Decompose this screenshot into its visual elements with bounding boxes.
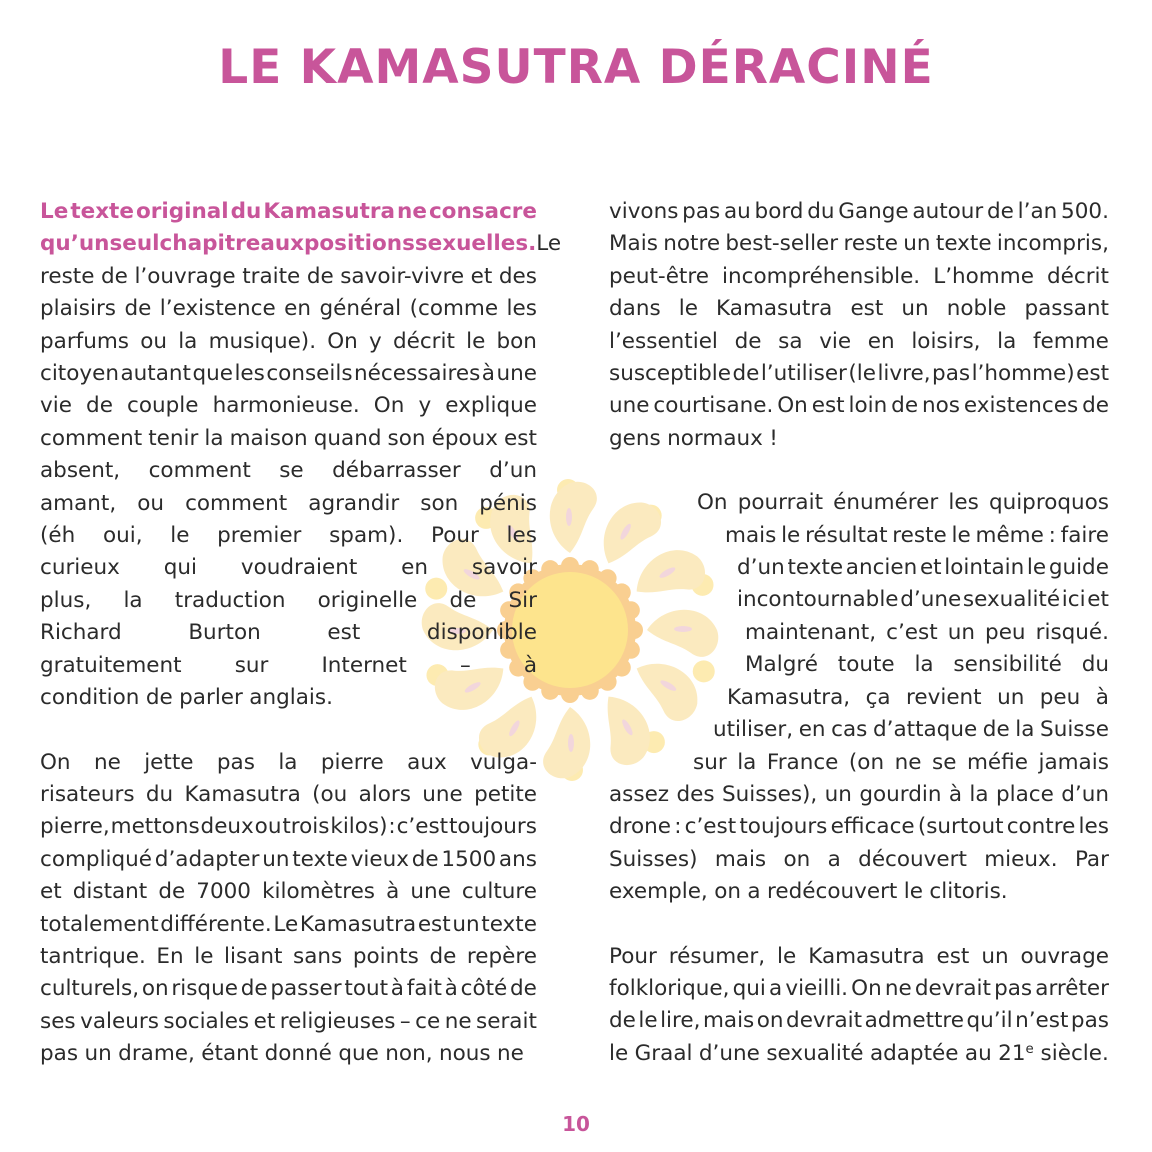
- text-line: parfums ou la musique). On y décrit le bon: [40, 328, 537, 354]
- text-line: citoyen autant que les conseils nécessaires à une: [40, 361, 537, 387]
- text-line: folklorique, qui a vieilli. On ne devrait pas arrêter: [609, 975, 1109, 1001]
- text-line: ses valeurs sociales et religieuses – ce ne serait: [40, 1008, 537, 1034]
- text-line: amant, ou comment agrandir son pénis: [40, 490, 537, 516]
- text-line: plaisirs de l’existence en général (comme les: [40, 296, 537, 322]
- text-line: pierre, mettons deux ou trois kilos) : c’est toujours: [40, 814, 537, 840]
- paragraph: [609, 196, 1109, 455]
- text-line: gratuitement sur Internet – à: [40, 652, 537, 678]
- text-line: curieux qui voudraient en savoir: [40, 555, 537, 581]
- text-line: Pour résumer, le Kamasutra est un ouvrage: [609, 943, 1109, 969]
- text-line: vivons pas au bord du Gange autour de l’an 500.: [609, 199, 1109, 224]
- text-line: vie de couple harmonieuse. On y explique: [40, 393, 537, 419]
- text-line: mais le résultat reste le même : faire: [725, 522, 1109, 548]
- left-column: [40, 196, 562, 1071]
- text-line: exemple, on a redécouvert le clitoris.: [609, 879, 1008, 905]
- text-line: (éh oui, le premier spam). Pour les: [40, 523, 537, 549]
- text-line: incontournable d’une sexualité ici et: [737, 587, 1109, 613]
- text-line: une courtisane. On est loin de nos existences de: [609, 393, 1109, 419]
- line-ending: siècle.: [1033, 1040, 1109, 1066]
- text-line: et distant de 7000 kilomètres à une culture: [40, 879, 537, 905]
- text-line: Mais notre best-seller reste un texte incompris,: [609, 231, 1109, 257]
- text-line: pas un drame, étant donné que non, nous ne: [40, 1041, 524, 1067]
- text-line: Malgré toute la sensibilité du: [745, 652, 1109, 678]
- paragraph: [609, 941, 1109, 1074]
- text-line: l’essentiel de sa vie en loisirs, la femme: [609, 328, 1109, 354]
- text-line: plus, la traduction originelle de Sir: [40, 587, 537, 613]
- text-line: d’un texte ancien et lointain le guide: [737, 555, 1109, 581]
- text-line: comment tenir la maison quand son époux est: [40, 425, 537, 451]
- text-line: totalement différente. Le Kamasutra est un texte: [40, 911, 537, 937]
- text-line: condition de parler anglais.: [40, 685, 333, 711]
- superscript: e: [1025, 1042, 1034, 1058]
- text-line: absent, comment se débarrasser d’un: [40, 458, 537, 484]
- text-line: assez des Suisses), un gourdin à la place d’un: [609, 781, 1109, 807]
- text-line: le Graal d’une sexualité adaptée au 21e siècle.: [609, 1040, 1109, 1066]
- paragraph: [609, 487, 1109, 908]
- text-line: drone : c’est toujours efficace (surtout contre les: [609, 814, 1109, 840]
- text-line: culturels, on risque de passer tout à fait à côté de: [40, 976, 537, 1002]
- paragraph: [40, 747, 537, 1071]
- text-line: Kamasutra, ça revient un peu à: [727, 684, 1109, 710]
- page-title: LE KAMASUTRA DÉRACINÉ: [218, 40, 934, 95]
- text-line: utiliser, en cas d’attaque de la Suisse: [713, 717, 1109, 743]
- text-line: compliqué d’adapter un texte vieux de 1500 ans: [40, 846, 537, 872]
- right-column: [609, 196, 1109, 1073]
- text-line: risateurs du Kamasutra (ou alors une petite: [40, 781, 537, 807]
- text-line: tantrique. En le lisant sans points de repère: [40, 943, 537, 969]
- text-line: qu’un seul chapitre aux positions sexuelles. Le: [40, 231, 562, 257]
- ornament-petal: [543, 707, 590, 778]
- text-line: On pourrait énumérer les quiproquos: [697, 490, 1109, 516]
- text-line: de le lire, mais on devrait admettre qu’il n’est pas: [609, 1008, 1109, 1034]
- text-line: Le texte original du Kamasutra ne consacre: [40, 199, 537, 224]
- text-line: peut-être incompréhensible. L’homme décrit: [609, 263, 1109, 289]
- text-line: Suisses) mais on a découvert mieux. Par: [609, 846, 1109, 872]
- paragraph: [40, 196, 562, 715]
- text-line: reste de l’ouvrage traite de savoir-vivre et des: [40, 263, 537, 289]
- text-line: dans le Kamasutra est un noble passant: [609, 296, 1109, 322]
- ornament-petal: [550, 482, 597, 553]
- page-number: 10: [562, 1112, 590, 1136]
- text-line: susceptible de l’utiliser (le livre, pas l’homme) est: [609, 361, 1109, 387]
- text-line: maintenant, c’est un peu risqué.: [745, 619, 1109, 645]
- text-line: On ne jette pas la pierre aux vulga-: [40, 749, 537, 775]
- text-line: sur la France (on ne se méfie jamais: [693, 749, 1109, 775]
- text-line: Richard Burton est disponible: [40, 620, 537, 646]
- text-line: gens normaux !: [609, 425, 778, 451]
